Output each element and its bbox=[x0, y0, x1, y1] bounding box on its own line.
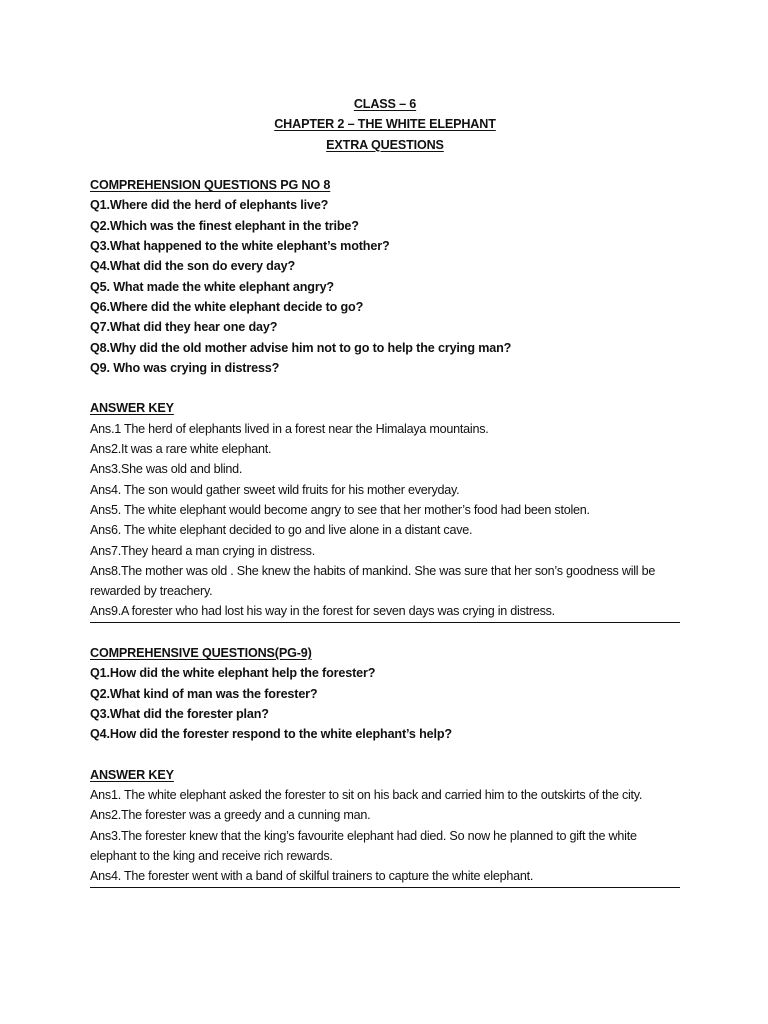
answer-item: Ans.1 The herd of elephants lived in a forest near the Himalaya mountains. bbox=[90, 421, 489, 436]
question-item: Q8.Why did the old mother advise him not to go to help the crying man? bbox=[90, 340, 512, 355]
answer-item: Ans6. The white elephant decided to go and live alone in a distant cave. bbox=[90, 523, 473, 538]
question-item: Q1.Where did the herd of elephants live? bbox=[90, 198, 329, 213]
extra-questions-heading-text: EXTRA QUESTIONS bbox=[326, 137, 444, 152]
answer-item-last: Ans9.A forester who had lost his way in the forest for seven days was crying in distress. bbox=[90, 601, 680, 622]
answer-item: Ans7.They heard a man crying in distress. bbox=[90, 543, 315, 558]
question-item: Q2.What kind of man was the forester? bbox=[90, 686, 318, 701]
answer-item: Ans5. The white elephant would become angry to see that her mother’s food had been stolen. bbox=[90, 502, 590, 517]
extra-questions-heading bbox=[90, 135, 680, 155]
answer-item: Ans1. The white elephant asked the forester to sit on his back and carried him to the outskirts of the city. bbox=[90, 788, 643, 803]
question-item: Q7.What did they hear one day? bbox=[90, 320, 278, 335]
question-item: Q3.What did the forester plan? bbox=[90, 706, 269, 721]
spacer bbox=[90, 623, 680, 643]
answer-item-last: Ans4. The forester went with a band of skilful trainers to capture the white elephant. bbox=[90, 866, 680, 887]
answer-key-title: ANSWER KEY bbox=[90, 401, 174, 416]
section-title: COMPREHENSION QUESTIONS PG NO 8 bbox=[90, 178, 331, 193]
chapter-heading bbox=[90, 114, 680, 134]
section-title: COMPREHENSIVE QUESTIONS(PG-9) bbox=[90, 646, 312, 661]
answer-item: Ans2.The forester was a greedy and a cunning man. bbox=[90, 808, 371, 823]
section-comprehensive-pg9 bbox=[90, 643, 680, 888]
spacer bbox=[90, 155, 680, 175]
answer-item: Ans3.The forester knew that the king’s favourite elephant had died. So now he planned to gift the white elephant to the king and receive rich rewards. bbox=[90, 828, 637, 863]
answer-key-title: ANSWER KEY bbox=[90, 767, 174, 782]
spacer bbox=[90, 745, 680, 765]
class-heading-text: CLASS – 6 bbox=[353, 97, 417, 111]
answer-item: Ans3.She was old and blind. bbox=[90, 462, 243, 477]
question-item: Q6.Where did the white elephant decide to go? bbox=[90, 299, 364, 314]
answer-item: Ans2.It was a rare white elephant. bbox=[90, 442, 272, 457]
question-item: Q5. What made the white elephant angry? bbox=[90, 279, 334, 294]
class-heading bbox=[90, 94, 680, 114]
spacer bbox=[90, 378, 680, 398]
question-item: Q1.How did the white elephant help the forester? bbox=[90, 666, 376, 681]
answer-item: Ans4. The son would gather sweet wild fruits for his mother everyday. bbox=[90, 482, 460, 497]
question-item: Q9. Who was crying in distress? bbox=[90, 360, 280, 375]
document-page bbox=[90, 94, 680, 888]
question-item: Q2.Which was the finest elephant in the tribe? bbox=[90, 218, 359, 233]
answer-item: Ans8.The mother was old . She knew the habits of mankind. She was sure that her son’s goodness will be rewarded by treachery. bbox=[90, 563, 656, 599]
question-item: Q4.What did the son do every day? bbox=[90, 259, 295, 274]
chapter-heading-text: CHAPTER 2 – THE WHITE ELEPHANT bbox=[274, 117, 496, 132]
question-item: Q3.What happened to the white elephant’s mother? bbox=[90, 239, 390, 254]
section-comprehension-pg8 bbox=[90, 175, 680, 623]
question-item: Q4.How did the forester respond to the white elephant’s help? bbox=[90, 727, 452, 742]
